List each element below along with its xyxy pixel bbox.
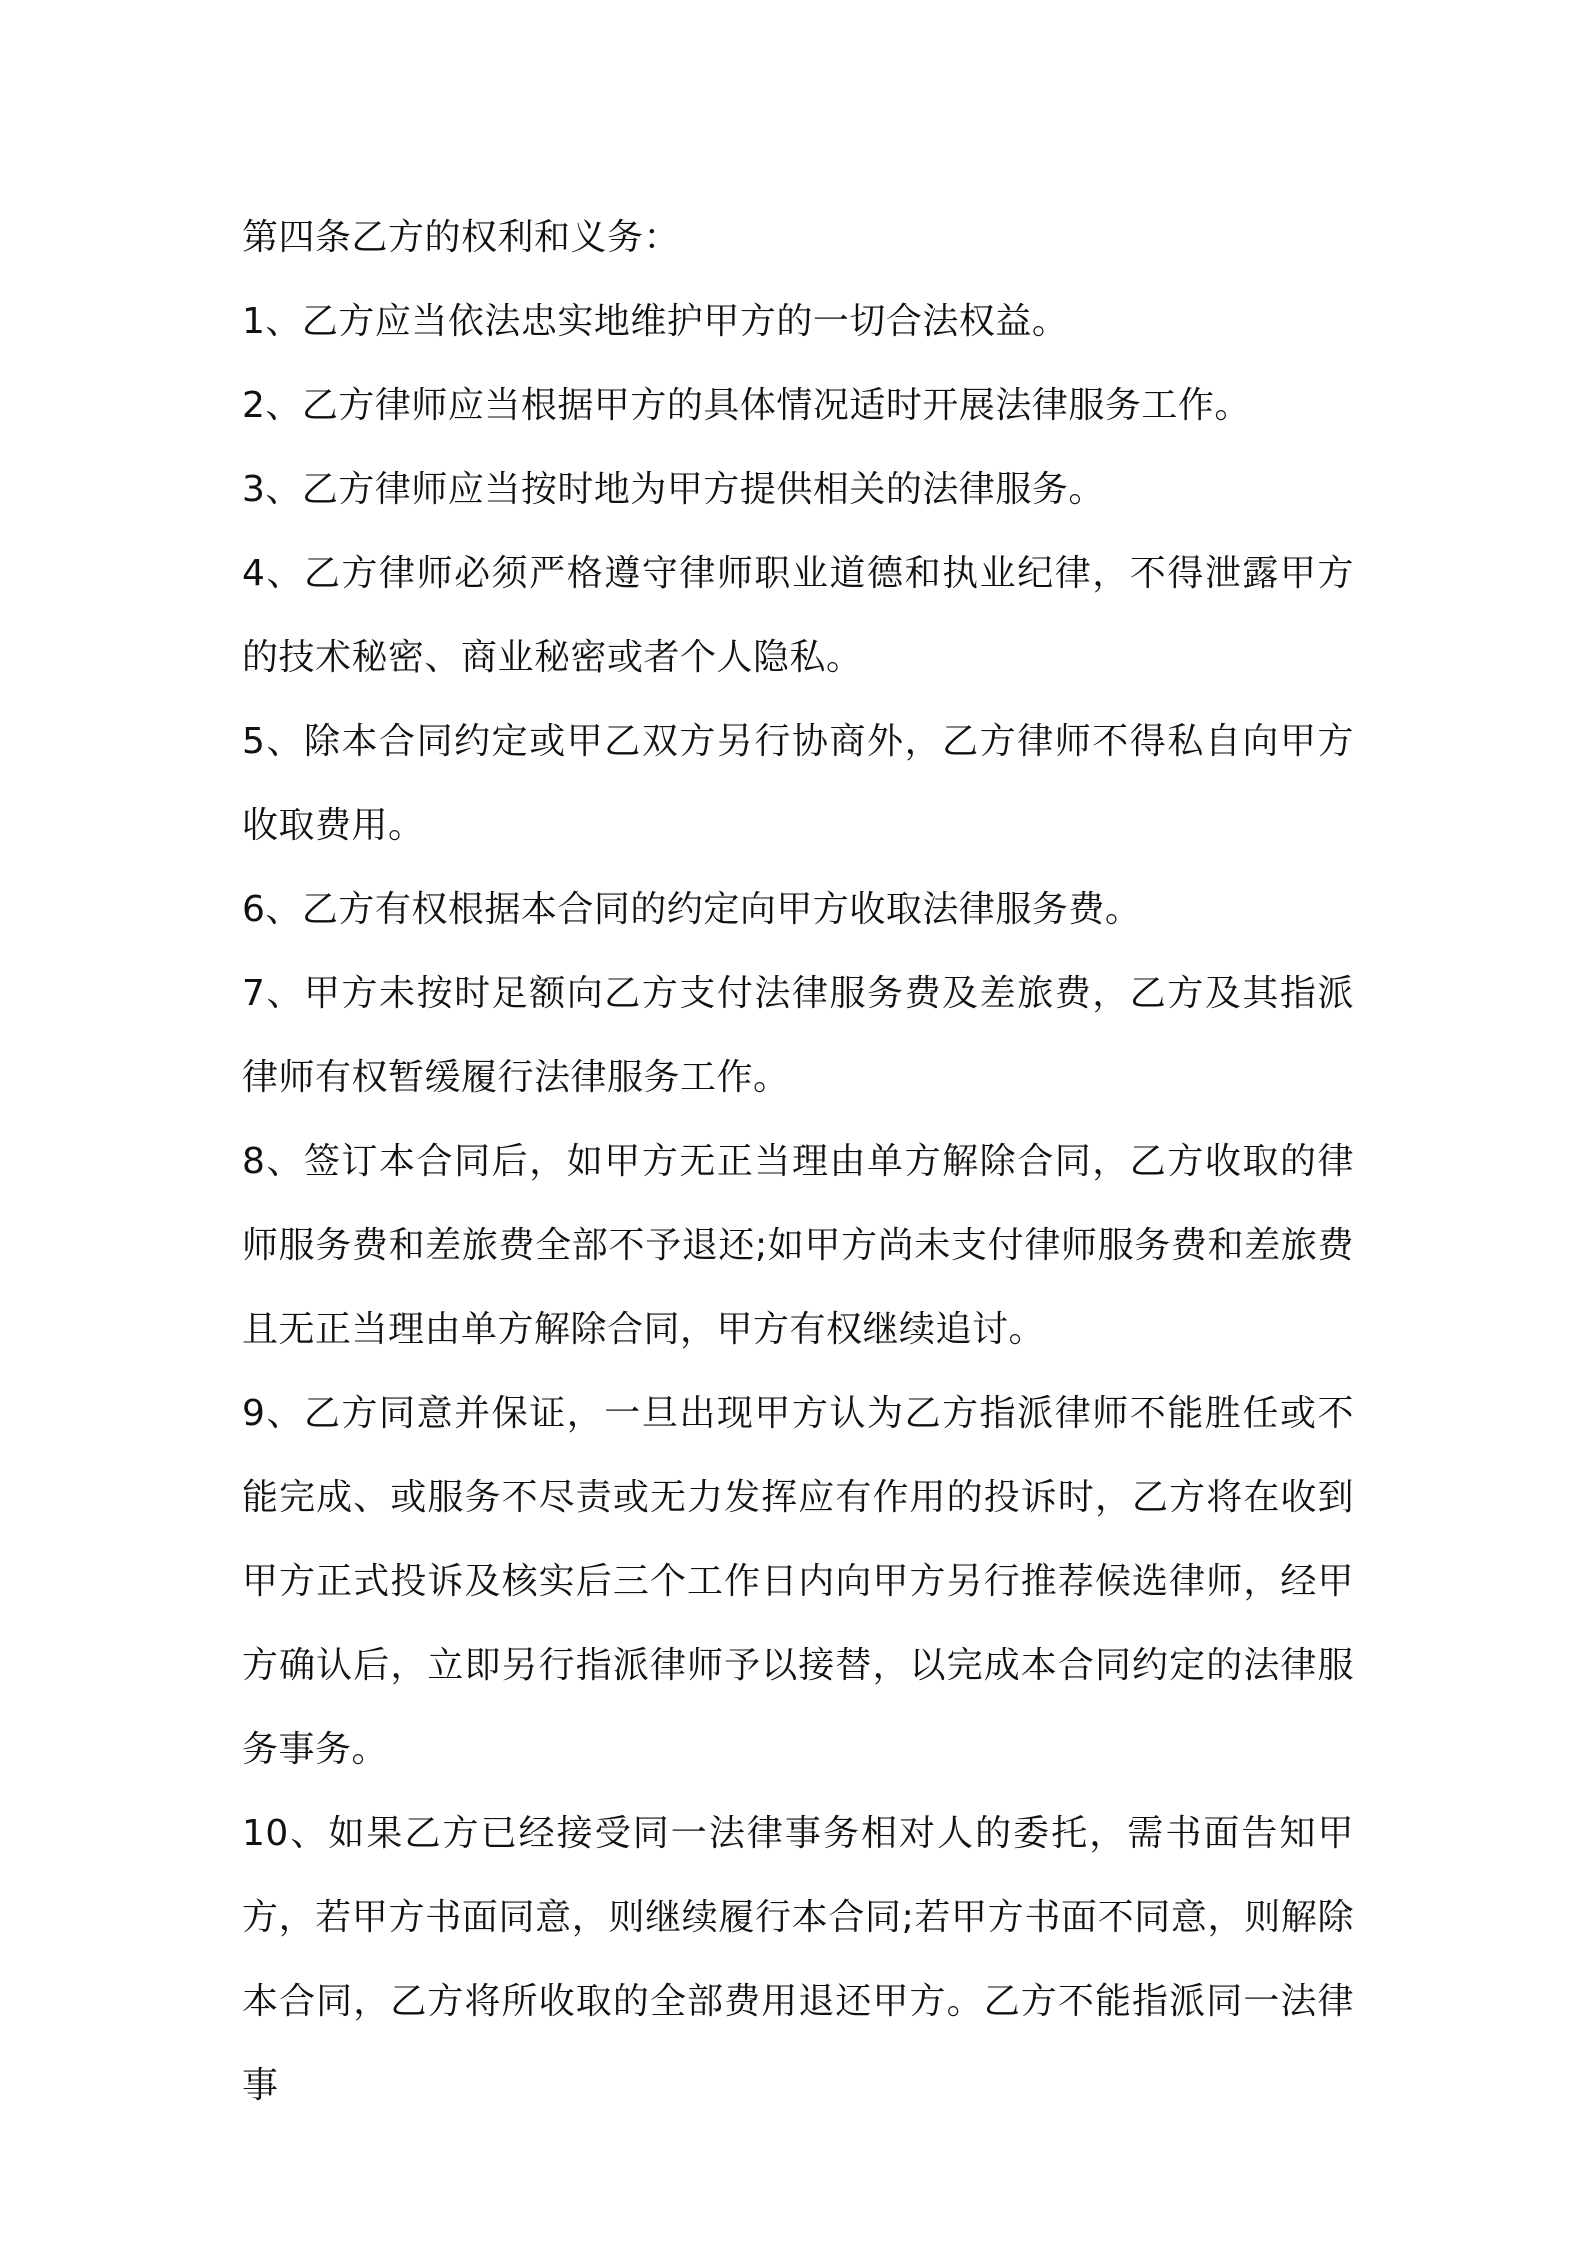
article-heading: 第四条乙方的权利和义务： bbox=[242, 217, 681, 258]
clause-5: 5、除本合同约定或甲乙双方另行协商外，乙方律师不得私自向甲方收取费用。 bbox=[242, 721, 1354, 846]
article-body bbox=[242, 196, 1354, 2128]
clause-10: 10、如果乙方已经接受同一法律事务相对人的委托，需书面告知甲方，若甲方书面同意，则继续履行本合同;若甲方书面不同意，则解除本合同，乙方将所收取的全部费用退还甲方。乙方不能指派同一法律事 bbox=[242, 1813, 1354, 2106]
clause-2: 2、乙方律师应当根据甲方的具体情况适时开展法律服务工作。 bbox=[242, 385, 1251, 426]
clause-9: 9、乙方同意并保证，一旦出现甲方认为乙方指派律师不能胜任或不能完成、或服务不尽责或无力发挥应有作用的投诉时，乙方将在收到甲方正式投诉及核实后三个工作日内向甲方另行推荐候选律师，经甲方确认后，立即另行指派律师予以接替，以完成本合同约定的法律服务事务。 bbox=[242, 1393, 1354, 1770]
clause-3: 3、乙方律师应当按时地为甲方提供相关的法律服务。 bbox=[242, 469, 1105, 510]
clause-1: 1、乙方应当依法忠实地维护甲方的一切合法权益。 bbox=[242, 301, 1069, 342]
clause-6: 6、乙方有权根据本合同的约定向甲方收取法律服务费。 bbox=[242, 889, 1142, 930]
clause-8: 8、签订本合同后，如甲方无正当理由单方解除合同，乙方收取的律师服务费和差旅费全部不予退还;如甲方尚未支付律师服务费和差旅费且无正当理由单方解除合同，甲方有权继续追讨。 bbox=[242, 1141, 1354, 1350]
clause-7: 7、甲方未按时足额向乙方支付法律服务费及差旅费，乙方及其指派律师有权暂缓履行法律服务工作。 bbox=[242, 973, 1354, 1098]
clause-4: 4、乙方律师必须严格遵守律师职业道德和执业纪律，不得泄露甲方的技术秘密、商业秘密或者个人隐私。 bbox=[242, 553, 1354, 678]
